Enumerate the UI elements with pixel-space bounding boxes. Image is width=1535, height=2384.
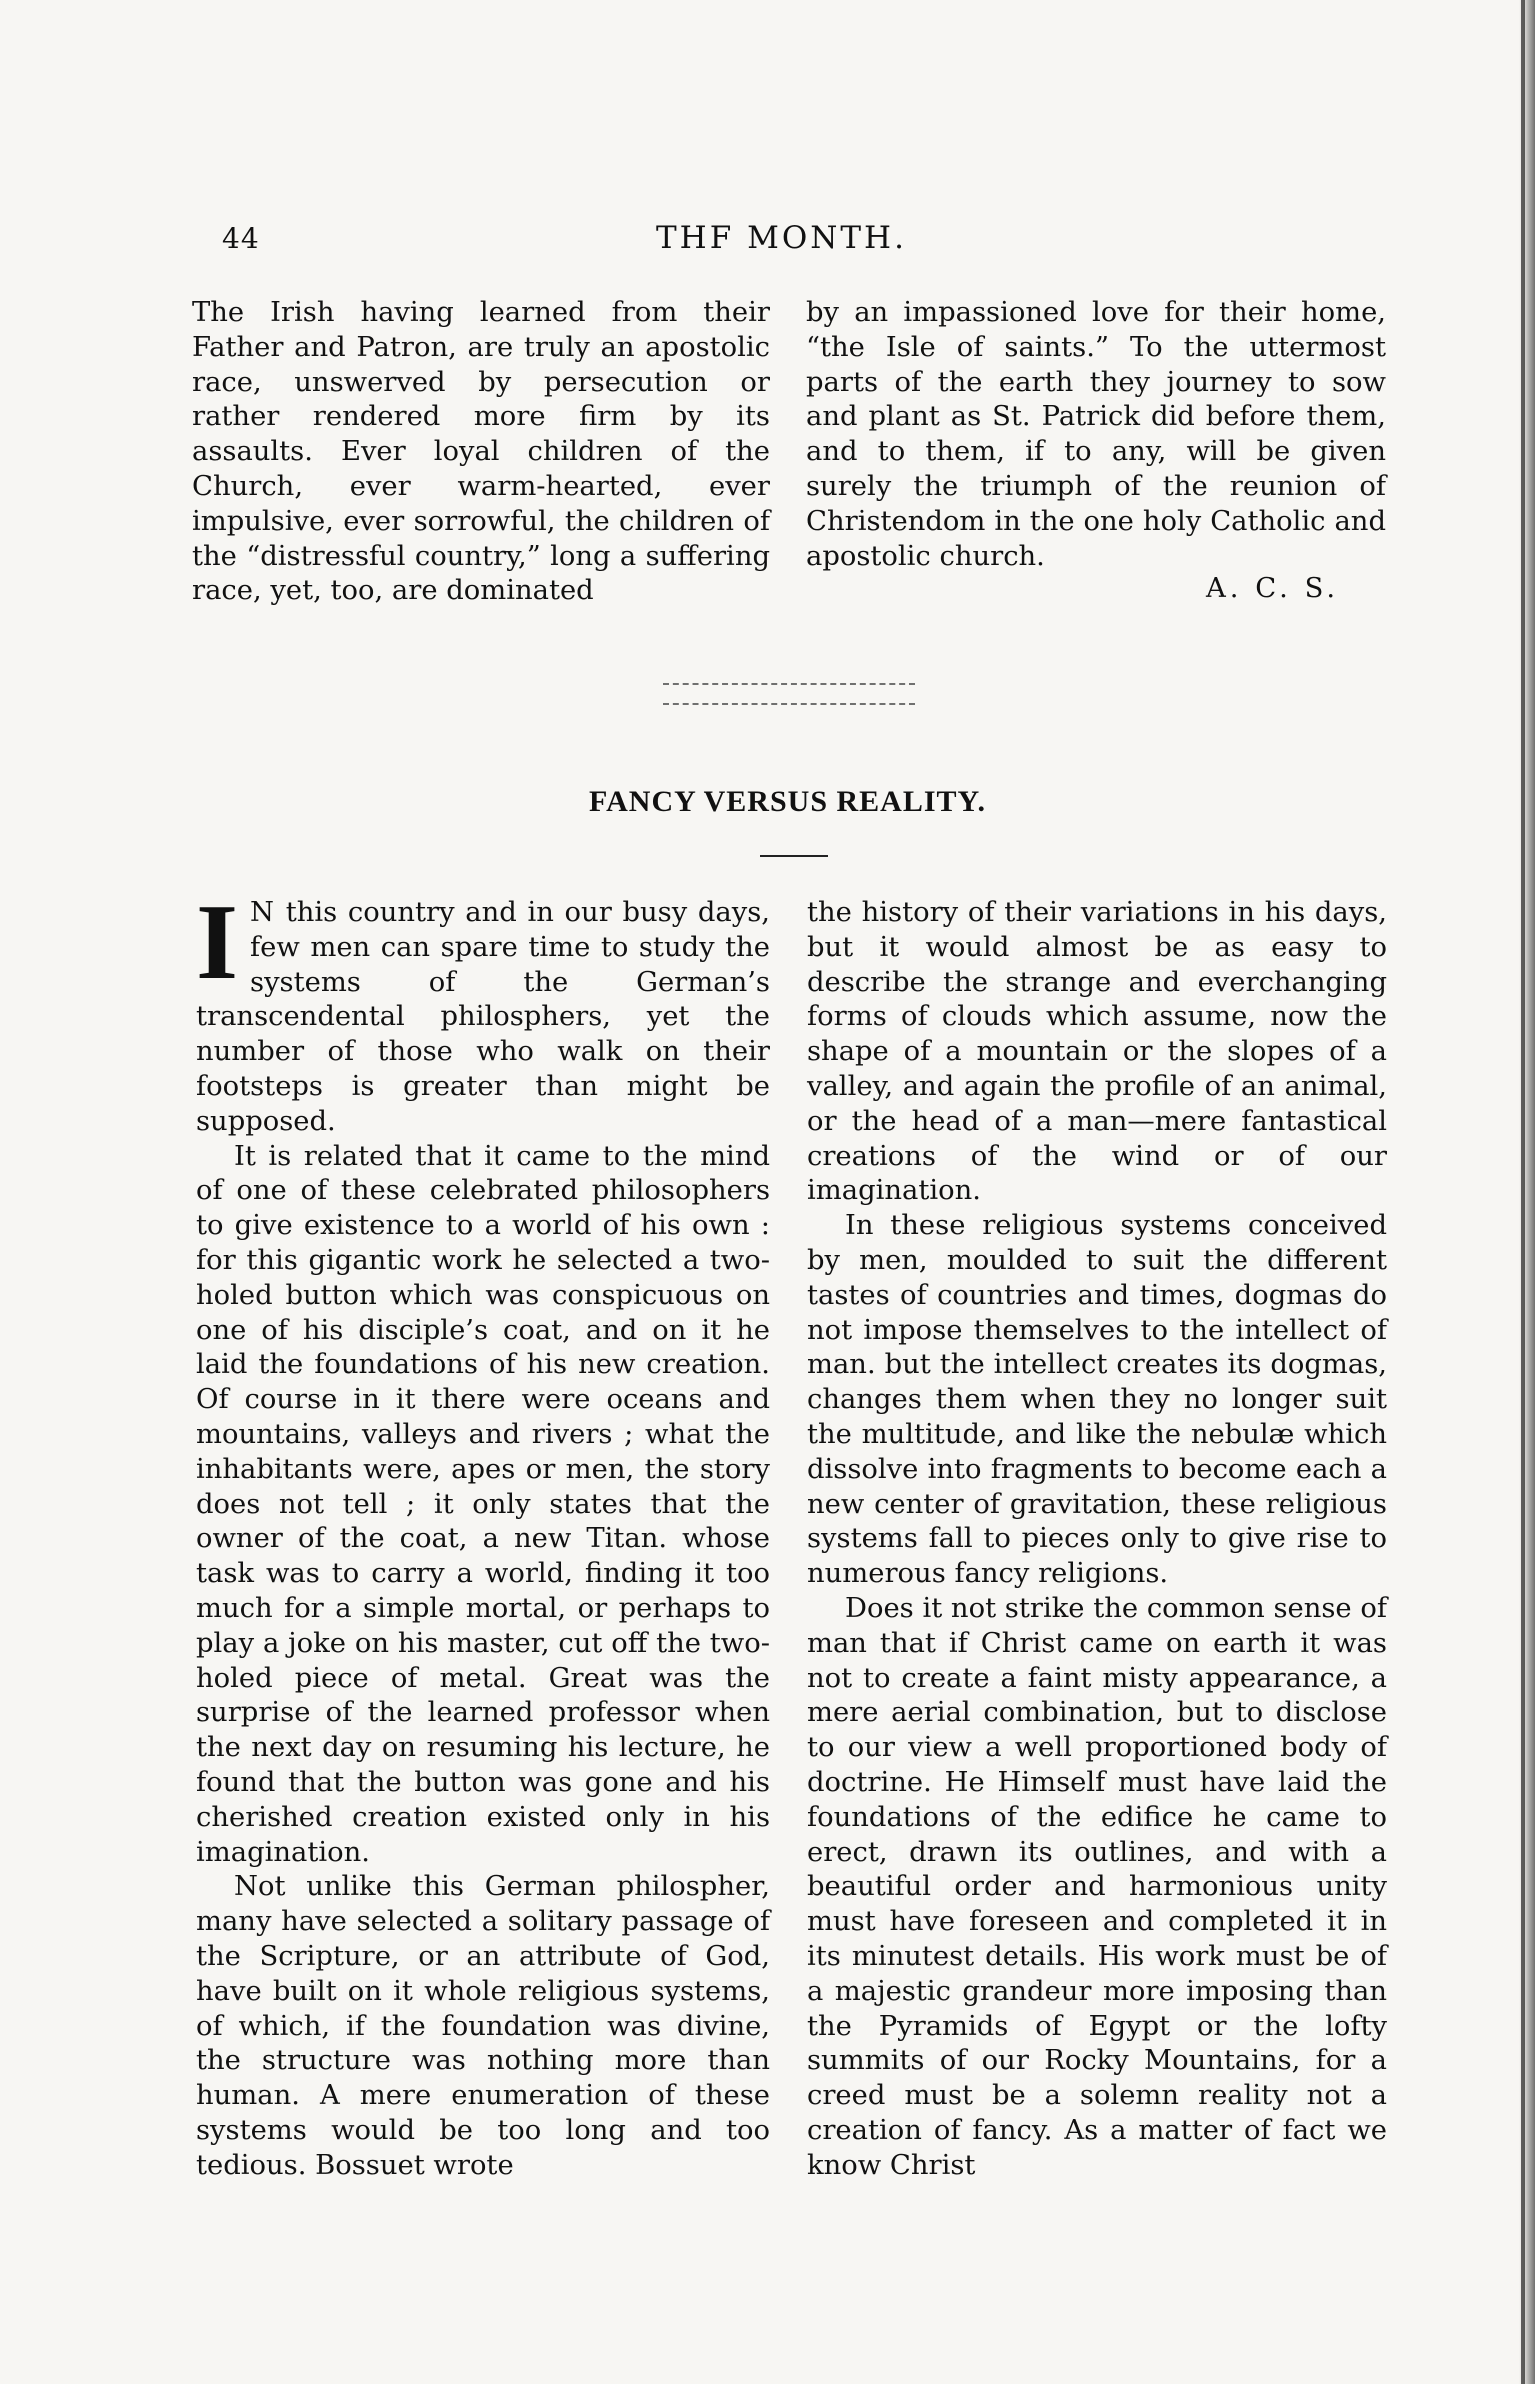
- page-edge-line: [1521, 0, 1525, 2384]
- page-number: 44: [222, 222, 260, 255]
- article-paragraph: the history of their variations in his days, but it would almost be as easy to describe the strange and everchanging forms of clouds which assume, now the shape of a mountain or the slopes of a valley, and again the profile of an animal, or the head of a man—mere fantastical creations of the wind or of our imagination.: [807, 897, 1387, 1207]
- article-right-column: [807, 896, 1387, 2183]
- article-paragraph: In these religious systems conceived by men, moulded to suit the different tastes of countries and times, dogmas do not impose themselves to the intellect of man. but the intellect creates its dogmas, changes them when they no longer suit the multitude, and like the nebulæ which dissolve into fragments to become each a new center of gravitation, these religious systems fall to pieces only to give rise to numerous fancy religions.: [807, 1210, 1387, 1590]
- article-paragraph: Does it not strike the common sense of man that if Christ came on earth it was not to create a faint misty appearance, a mere aerial combination, but to disclose to our view a well proportioned body of doctrine. He Himself must have laid the foundations of the edifice he came to erect, drawn its outlines, and with a beautiful order and harmonious unity must have foreseen and completed it in its minutest details. His work must be of a majestic grandeur more imposing than the Pyramids of Egypt or the lofty summits of our Rocky Mountains, for a creed must be a solemn reality not a creation of fancy. As a matter of fact we know Christ: [807, 1592, 1387, 2181]
- previous-article-right-paragraph: by an impassioned love for their home, “the Isle of saints.” To the uttermost parts of the earth they journey to sow and plant as St. Patrick did before them, and to them, if to any, will be given surely the triumph of the reunion of Christendom in the one holy Catholic and apostolic church.: [806, 297, 1386, 572]
- drop-cap: I: [196, 883, 239, 1002]
- previous-article-right-column: [806, 296, 1386, 574]
- author-signature: A. C. S.: [1206, 573, 1340, 604]
- article-title: FANCY VERSUS REALITY.: [589, 785, 986, 818]
- section-divider: [663, 683, 915, 705]
- article-paragraph: It is related that it came to the mind of one of these celebrated philosophers to give existence to a world of his own : for this gigantic work he selected a two-holed button which was conspicuous on one of his disciple’s coat, and on it he laid the foundations of his new creation. Of course in it there were oceans and mountains, valleys and rivers ; what the inhabitants were, apes or men, the story does not tell ; it only states that the owner of the coat, a new Titan. whose task was to carry a world, finding it too much for a simple mortal, or perhaps to play a joke on his master, cut off the two-holed piece of metal. Great was the surprise of the learned professor when the next day on resuming his lecture, he found that the button was gone and his cherished creation existed only in his imagination.: [196, 1140, 770, 1868]
- article-paragraph: [196, 883, 770, 1140]
- article-left-column: [196, 883, 770, 2183]
- running-head: THF MONTH.: [656, 220, 907, 256]
- article-paragraph: Not unlike this German philospher, many have selected a solitary passage of the Scripture, or an attribute of God, have built on it whole religious systems, of which, if the foundation was divine, the structure was nothing more than human. A mere enumeration of these systems would be too long and too tedious. Bossuet wrote: [196, 1871, 770, 2181]
- previous-article-left-paragraph: The Irish having learned from their Father and Patron, are truly an apostolic race, unswerved by persecution or rather rendered more firm by its assaults. Ever loyal children of the Church, ever warm-hearted, ever impulsive, ever sorrowful, the children of the “distressful country,” long a suffering race, yet, too, are dominated: [192, 297, 770, 607]
- title-rule: [760, 855, 828, 857]
- previous-article-left-column: [192, 296, 770, 609]
- lead-word: N: [250, 897, 275, 928]
- paragraph-text: this country and in our busy days, few men can spare time to study the systems of the German’s transcendental philosphers, yet the number of those who walk on their footsteps is greater than might be supposed.: [196, 897, 770, 1137]
